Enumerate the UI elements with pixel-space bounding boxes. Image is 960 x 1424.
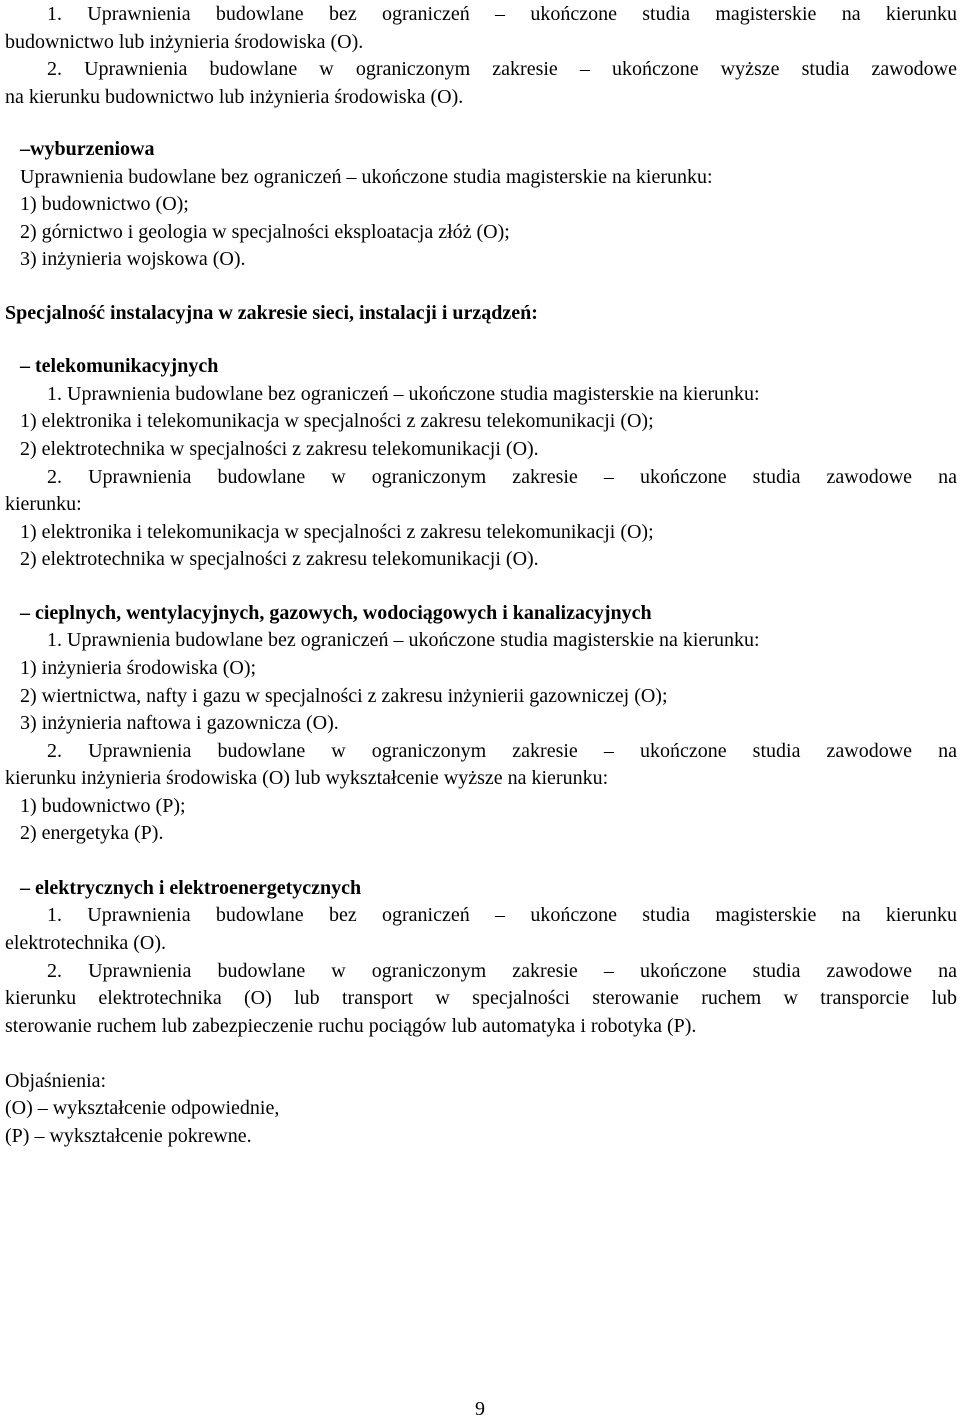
intro-paragraph-2-line-2: na kierunku budownictwo lub inżynieria środowiska (O). (5, 86, 464, 108)
list-item: 1) inżynieria środowiska (O); (20, 657, 257, 679)
telekom-paragraph-2-line-2: kierunku: (5, 493, 82, 515)
list-item: 2) elektrotechnika w specjalności z zakresu telekomunikacji (O). (20, 548, 539, 570)
legend-item-o: (O) – wykształcenie odpowiednie, (5, 1097, 280, 1119)
telekom-paragraph-1: 1. Uprawnienia budowlane bez ograniczeń – ukończone studia magisterskie na kierunku: (47, 383, 760, 405)
list-item: 1) budownictwo (P); (20, 795, 186, 817)
cieplnych-paragraph-2-line-1: 2. Uprawnienia budowlane w ograniczonym zakresie – ukończone studia zawodowe na (47, 740, 957, 762)
intro-paragraph-1-line-2: budownictwo lub inżynieria środowiska (O). (5, 31, 364, 53)
wyburzeniowa-paragraph: Uprawnienia budowlane bez ograniczeń – ukończone studia magisterskie na kierunku: (20, 166, 713, 188)
elektryczne-paragraph-2-line-1: 2. Uprawnienia budowlane w ograniczonym zakresie – ukończone studia zawodowe na (47, 960, 957, 982)
list-item: 1) elektronika i telekomunikacja w specjalności z zakresu telekomunikacji (O); (20, 521, 654, 543)
elektryczne-paragraph-1-line-2: elektrotechnika (O). (5, 932, 167, 954)
cieplnych-paragraph-1: 1. Uprawnienia budowlane bez ograniczeń – ukończone studia magisterskie na kierunku: (47, 629, 760, 651)
list-item: 3) inżynieria wojskowa (O). (20, 248, 246, 270)
list-item: 2) górnictwo i geologia w specjalności eksploatacja złóż (O); (20, 221, 510, 243)
list-item: 1) budownictwo (O); (20, 193, 189, 215)
cieplnych-paragraph-2-line-2: kierunku inżynieria środowiska (O) lub wykształcenie wyższe na kierunku: (5, 767, 609, 789)
section-heading-cieplnych: – cieplnych, wentylacyjnych, gazowych, wodociągowych i kanalizacyjnych (20, 602, 652, 624)
list-item: 3) inżynieria naftowa i gazownicza (O). (20, 712, 339, 734)
list-item: 2) energetyka (P). (20, 822, 164, 844)
legend-item-p: (P) – wykształcenie pokrewne. (5, 1125, 252, 1147)
elektryczne-paragraph-2-line-3: sterowanie ruchem lub zabezpieczenie ruchu pociągów lub automatyka i robotyka (P). (5, 1015, 697, 1037)
legend-title: Objaśnienia: (5, 1070, 107, 1092)
section-heading-wyburzeniowa: –wyburzeniowa (20, 138, 155, 160)
section-heading-telekomunikacyjnych: – telekomunikacyjnych (20, 355, 219, 377)
elektryczne-paragraph-2-line-2: kierunku elektrotechnika (O) lub transport w specjalności sterowanie ruchem w transporcie lub (5, 987, 957, 1009)
list-item: 1) elektronika i telekomunikacja w specjalności z zakresu telekomunikacji (O); (20, 410, 654, 432)
intro-paragraph-2-line-1: 2. Uprawnienia budowlane w ograniczonym zakresie – ukończone wyższe studia zawodowe (47, 58, 957, 80)
telekom-paragraph-2-line-1: 2. Uprawnienia budowlane w ograniczonym zakresie – ukończone studia zawodowe na (47, 466, 957, 488)
specialty-title: Specjalność instalacyjna w zakresie sieci, instalacji i urządzeń: (5, 302, 538, 324)
intro-paragraph-1-line-1: 1. Uprawnienia budowlane bez ograniczeń – ukończone studia magisterskie na kierunku (47, 3, 957, 25)
elektryczne-paragraph-1-line-1: 1. Uprawnienia budowlane bez ograniczeń – ukończone studia magisterskie na kierunku (47, 904, 957, 926)
page-number: 9 (475, 1398, 485, 1420)
list-item: 2) wiertnictwa, nafty i gazu w specjalności z zakresu inżynierii gazowniczej (O); (20, 685, 668, 707)
section-heading-elektrycznych: – elektrycznych i elektroenergetycznych (20, 877, 362, 899)
list-item: 2) elektrotechnika w specjalności z zakresu telekomunikacji (O). (20, 438, 539, 460)
